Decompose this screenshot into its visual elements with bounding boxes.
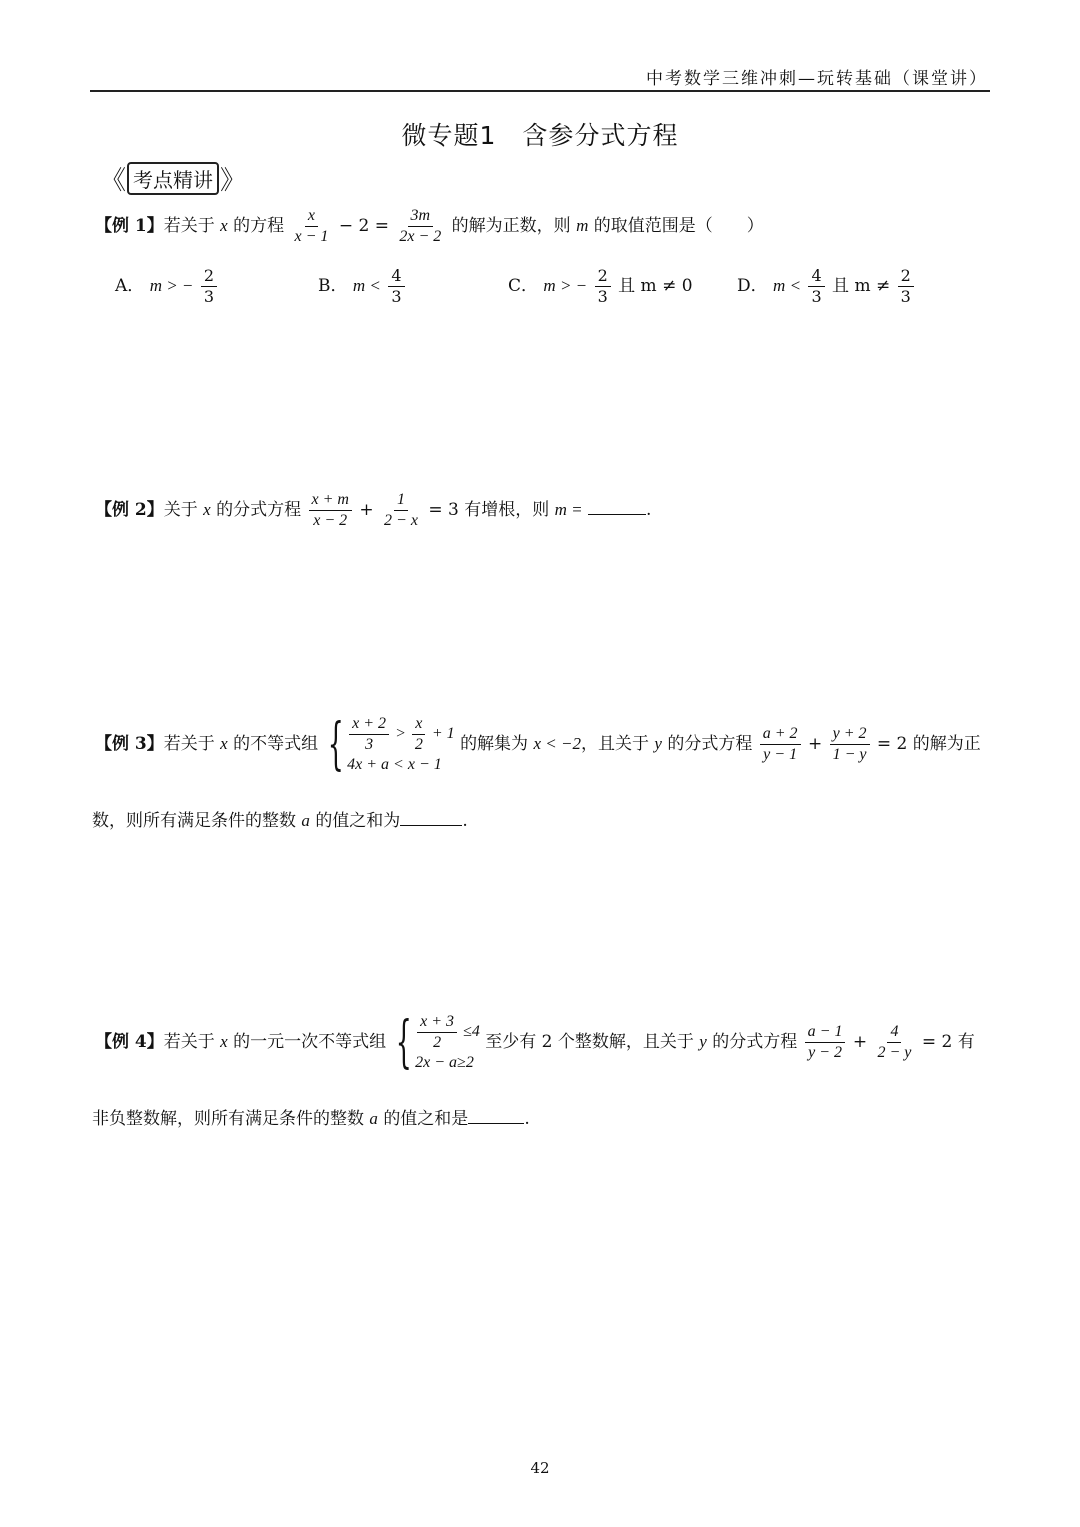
math: x < −2 — [533, 734, 581, 753]
section-badge — [100, 160, 246, 197]
system-row-1 — [347, 714, 455, 755]
numerator: x + 3 — [417, 1012, 457, 1033]
example-3-continuation — [92, 806, 468, 831]
math-op: − 2 = — [338, 216, 389, 236]
text: . — [462, 811, 468, 831]
math-var: x — [203, 500, 211, 519]
text: 的方程 — [233, 216, 285, 236]
example-3-question — [95, 711, 981, 777]
answer-blank[interactable] — [588, 498, 646, 515]
text: . — [524, 1109, 530, 1129]
fraction — [760, 724, 801, 765]
numerator: 2 — [898, 266, 914, 287]
example-3-label: 【例 3】 — [95, 734, 164, 754]
numerator: 2 — [201, 266, 217, 287]
denominator: 3 — [900, 287, 911, 306]
numerator: 4 — [388, 266, 404, 287]
text: 的取值范围是（ ） — [593, 216, 764, 236]
denominator: 3 — [365, 736, 374, 753]
option-letter: B． — [318, 276, 348, 296]
denominator: 2 − x — [384, 512, 418, 529]
denominator: y − 2 — [808, 1044, 842, 1061]
math-op: + — [807, 734, 823, 754]
option-d — [737, 266, 916, 307]
math: m = — [554, 500, 583, 519]
fraction — [808, 266, 824, 307]
math-var: x — [220, 734, 228, 753]
fraction — [292, 206, 332, 247]
math-op: + 1 — [431, 725, 455, 743]
option-b — [318, 266, 407, 307]
denominator: x − 2 — [313, 512, 348, 529]
left-double-bracket: 《 — [100, 166, 127, 196]
math-op: = 2 — [921, 1032, 953, 1052]
text: 若关于 — [163, 734, 215, 754]
numerator: y + 2 — [830, 724, 870, 745]
text: 的分式方程 — [667, 734, 753, 754]
fraction — [381, 490, 421, 531]
option-letter: C． — [508, 276, 539, 296]
option-a — [115, 266, 219, 307]
math-op: ≤4 — [463, 1023, 480, 1041]
section-badge-label: 考点精讲 — [127, 162, 219, 195]
numerator: 2 — [595, 266, 611, 287]
denominator: 3 — [811, 287, 822, 306]
fraction — [349, 714, 389, 755]
denominator: 3 — [597, 287, 608, 306]
math-op: = 2 — [876, 734, 908, 754]
text: 若关于 — [163, 216, 215, 236]
system-row-2: 4x + a < x − 1 — [347, 756, 442, 773]
text: 的不等式组 — [233, 734, 319, 754]
text: 关于 — [163, 500, 198, 520]
math-var: a — [369, 1109, 378, 1128]
fraction — [805, 1022, 846, 1063]
math: m < — [352, 276, 381, 295]
math-op: + — [359, 500, 374, 520]
denominator: x − 1 — [294, 228, 329, 245]
math: m > − — [149, 276, 194, 295]
option-letter: A． — [115, 276, 145, 296]
text: 的一元一次不等式组 — [233, 1032, 387, 1052]
numerator: x — [305, 206, 318, 227]
text: 的解集为 — [460, 734, 529, 754]
system-rows — [347, 714, 455, 775]
text: 的解为正 — [912, 734, 981, 754]
example-2-question — [95, 490, 651, 531]
system-row-1 — [415, 1012, 480, 1053]
math: 且 m ≠ 0 — [618, 276, 693, 296]
text: 至少有 2 个整数解，且关于 — [485, 1032, 694, 1052]
math-op: > — [395, 725, 406, 743]
running-header: 中考数学三维冲刺—玩转基础（课堂讲） — [646, 69, 988, 89]
option-c — [508, 266, 693, 307]
math-op: = 3 — [428, 500, 459, 520]
fraction — [201, 266, 217, 307]
math-var: x — [220, 1032, 228, 1051]
text: 的分式方程 — [216, 500, 302, 520]
fraction — [388, 266, 404, 307]
page-title: 微专题1 含参分式方程 — [401, 121, 679, 150]
inequality-system — [392, 1009, 480, 1075]
denominator: y − 1 — [763, 746, 798, 763]
fraction — [595, 266, 611, 307]
text: 的值之和是 — [383, 1109, 469, 1129]
text: 非负整数解，则所有满足条件的整数 — [92, 1109, 364, 1129]
fraction — [417, 1012, 457, 1053]
numerator: 4 — [808, 266, 824, 287]
text: ，且关于 — [580, 734, 649, 754]
math-var: m — [576, 216, 589, 235]
system-row-2: 2x − a≥2 — [415, 1054, 474, 1071]
fraction — [898, 266, 914, 307]
fraction — [309, 490, 352, 531]
numerator: x + m — [309, 490, 352, 511]
left-brace: { — [327, 711, 344, 777]
math-var: x — [220, 216, 228, 235]
math: m > − — [543, 276, 588, 295]
text: 的分式方程 — [712, 1032, 798, 1052]
denominator: 2x − 2 — [399, 228, 442, 245]
example-1-question — [95, 206, 764, 247]
numerator: x + 2 — [349, 714, 389, 735]
denominator: 3 — [203, 287, 215, 306]
text: 有 — [957, 1032, 975, 1052]
numerator: 3m — [408, 206, 434, 227]
text: 若关于 — [163, 1032, 215, 1052]
fraction — [875, 1022, 915, 1063]
denominator: 2 — [414, 736, 423, 753]
example-4-label: 【例 4】 — [95, 1032, 164, 1052]
math-op: + — [852, 1032, 868, 1052]
answer-blank[interactable] — [400, 809, 462, 826]
denominator: 1 − y — [832, 746, 867, 763]
header-rule — [90, 90, 990, 92]
math: 且 m ≠ — [832, 276, 891, 296]
page-number: 42 — [530, 1459, 550, 1477]
example-4-question — [95, 1009, 975, 1075]
numerator: 1 — [394, 490, 408, 511]
math-var: y — [699, 1032, 707, 1051]
text: . — [646, 500, 652, 520]
system-rows — [415, 1012, 480, 1073]
fraction — [396, 206, 444, 247]
denominator: 2 − y — [877, 1044, 912, 1061]
numerator: x — [412, 714, 425, 735]
numerator: a + 2 — [760, 724, 801, 745]
numerator: 4 — [887, 1022, 901, 1043]
example-1-label: 【例 1】 — [95, 216, 164, 236]
inequality-system — [324, 711, 455, 777]
denominator: 2 — [433, 1034, 442, 1051]
math-var: a — [301, 811, 310, 830]
example-4-continuation — [92, 1104, 530, 1129]
example-2-label: 【例 2】 — [95, 500, 164, 520]
option-letter: D． — [737, 276, 768, 296]
right-double-bracket: 》 — [220, 166, 247, 196]
text: 数，则所有满足条件的整数 — [92, 811, 296, 831]
text: 的解为正数，则 — [451, 216, 571, 236]
math-var: y — [654, 734, 662, 753]
math: m < — [773, 276, 802, 295]
left-brace: { — [395, 1009, 412, 1075]
fraction — [412, 714, 426, 755]
fraction — [830, 724, 870, 765]
text: 有增根，则 — [464, 500, 550, 520]
answer-blank[interactable] — [468, 1107, 524, 1124]
text: 的值之和为 — [315, 811, 401, 831]
numerator: a − 1 — [805, 1022, 846, 1043]
denominator: 3 — [391, 287, 402, 306]
